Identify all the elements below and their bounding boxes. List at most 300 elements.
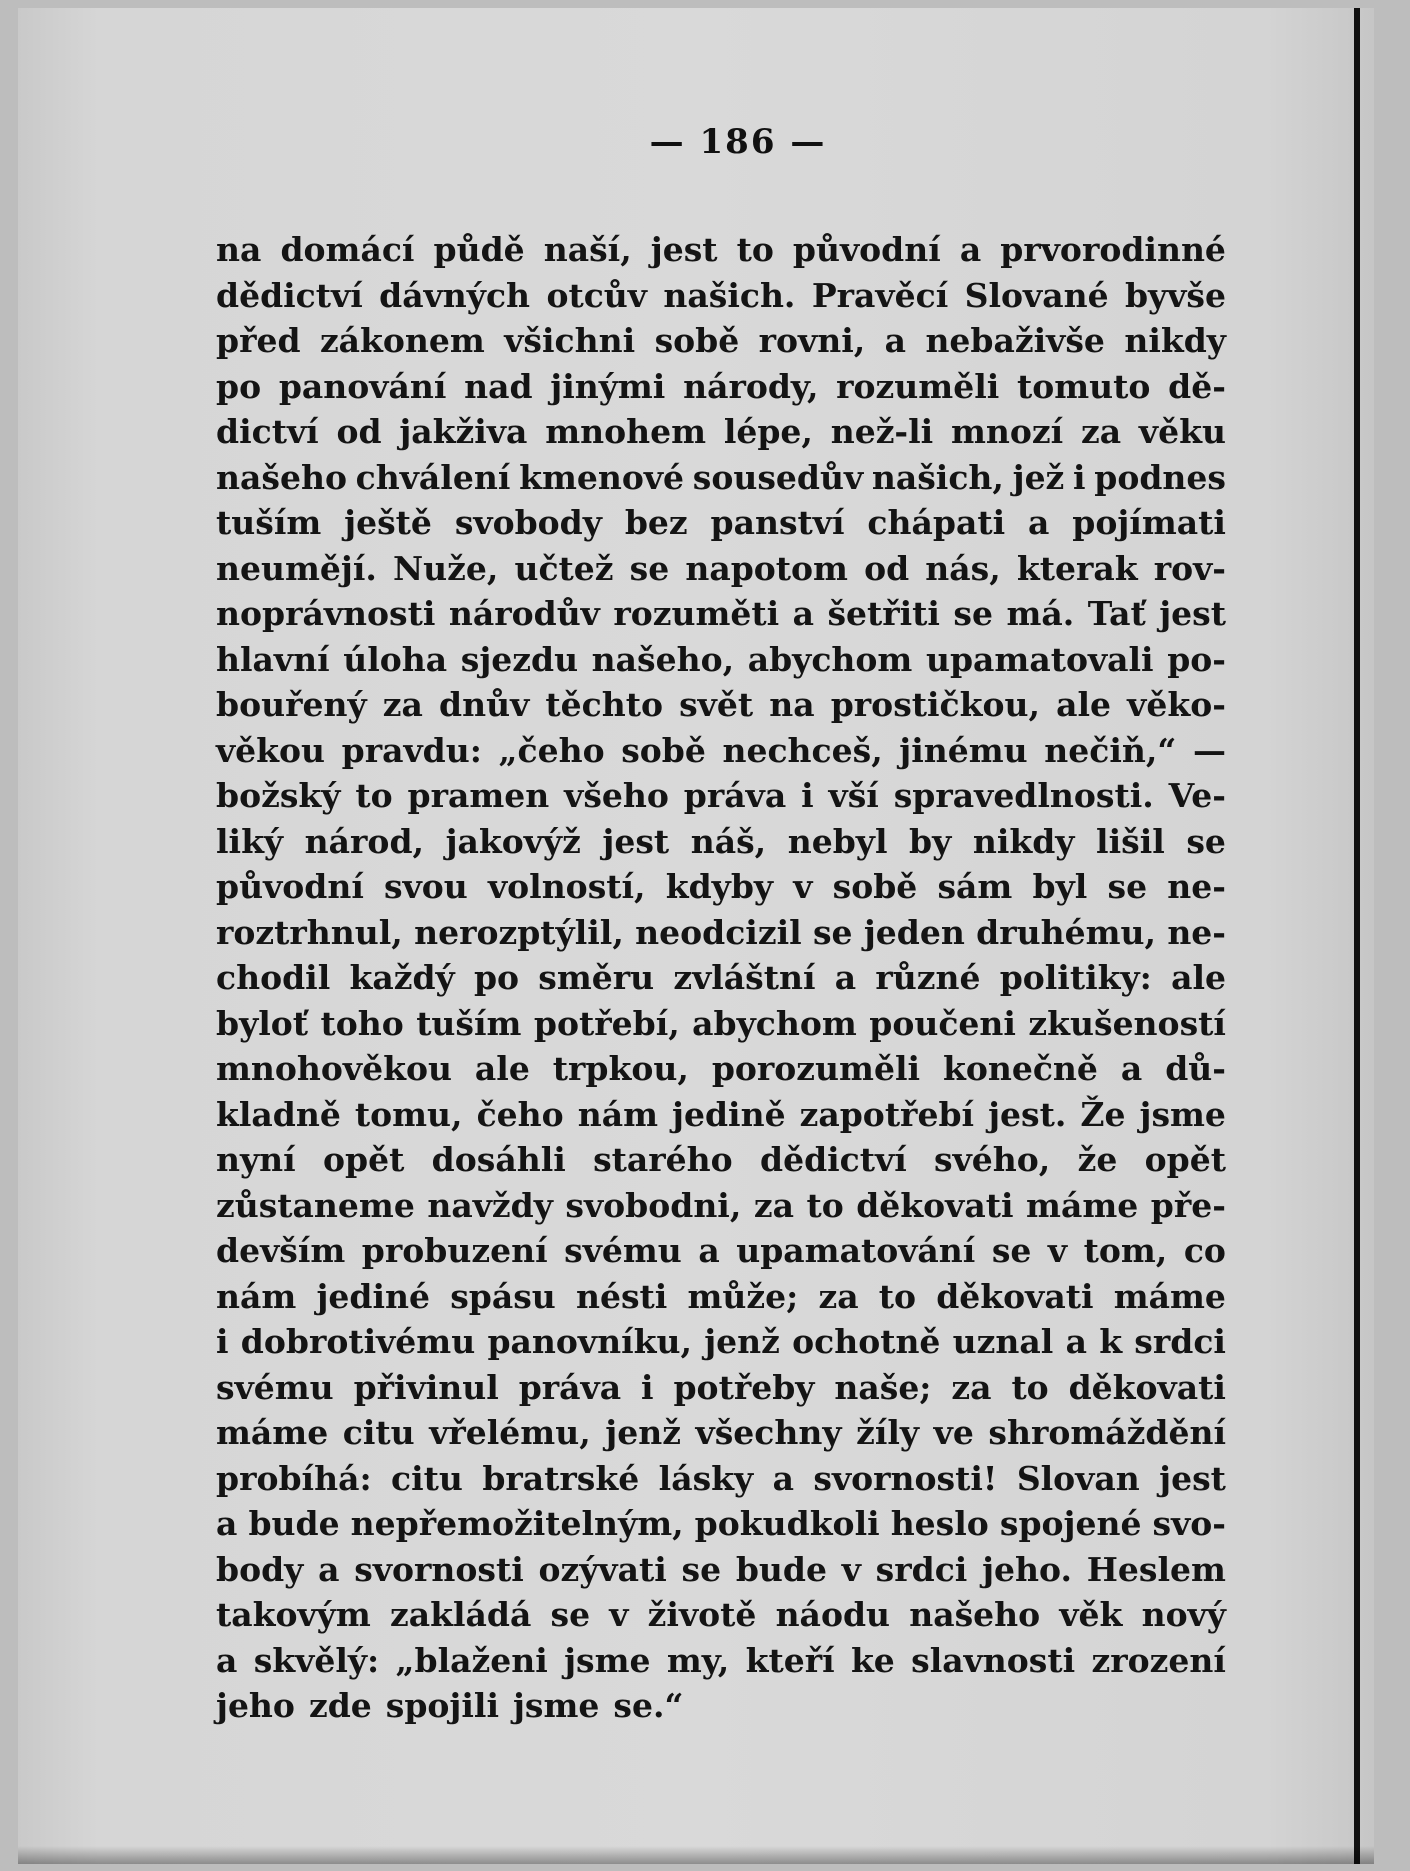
body-text	[216, 227, 1226, 1729]
word: byloť	[216, 1003, 309, 1043]
word: za	[818, 1276, 859, 1316]
word: sám	[937, 867, 1013, 906]
word: neodcizil	[635, 912, 802, 952]
word: nás,	[925, 548, 1001, 588]
word: nový	[1141, 1595, 1226, 1634]
word: dávných	[379, 275, 531, 315]
word: prvorodinné	[1000, 230, 1226, 269]
word: dosáhli	[431, 1140, 566, 1179]
text-line	[216, 773, 1226, 819]
word: toho	[320, 1003, 404, 1043]
text-line	[216, 318, 1226, 364]
text-line	[216, 1501, 1226, 1547]
word: co	[1183, 1231, 1226, 1270]
word: jenž	[605, 1413, 681, 1452]
word: ke	[850, 1640, 895, 1680]
word: všeho	[564, 776, 669, 815]
word: tuším	[216, 503, 322, 542]
word: zapotřebí	[799, 1094, 975, 1134]
word: svobodni,	[565, 1185, 742, 1225]
word: a	[318, 1549, 340, 1589]
word: od	[864, 548, 910, 588]
word: nad	[464, 366, 533, 406]
text-line	[216, 637, 1226, 683]
text-line	[216, 682, 1226, 728]
word: dů-	[1165, 1049, 1226, 1088]
word: mnohověkou	[216, 1049, 452, 1088]
text-line	[216, 500, 1226, 546]
word: ale	[474, 1049, 530, 1088]
word: kmenové	[519, 457, 685, 497]
text-line	[216, 1456, 1226, 1502]
word: za	[753, 1185, 794, 1225]
word: spojené	[999, 1504, 1142, 1543]
word: nésti	[575, 1276, 668, 1316]
word: jest	[1159, 594, 1226, 633]
word: že	[1077, 1140, 1118, 1179]
word: konečně	[942, 1049, 1098, 1088]
word: zrození	[1091, 1640, 1226, 1680]
word: nečiň,“	[1044, 730, 1177, 770]
word: probíhá:	[216, 1458, 372, 1498]
word: spravedlnosti.	[893, 776, 1154, 815]
text-line	[216, 1547, 1226, 1593]
word: Slované	[964, 275, 1109, 315]
word: mnohem	[545, 412, 707, 451]
word: Nuže,	[392, 548, 499, 588]
word: našich.	[663, 275, 796, 315]
word: k	[1099, 1322, 1123, 1361]
word: uznal	[952, 1322, 1054, 1361]
word: ve	[933, 1413, 974, 1452]
word: a	[216, 1504, 238, 1543]
word: práva	[518, 1367, 622, 1407]
word: se	[681, 1549, 722, 1589]
text-line	[216, 1092, 1226, 1138]
word: i	[801, 776, 814, 815]
book-spine-edge	[1354, 8, 1360, 1864]
word: chválení	[355, 457, 511, 497]
word: úloha	[343, 639, 448, 679]
word: srdci	[875, 1549, 968, 1589]
word: děkovati	[936, 1276, 1094, 1316]
text-line	[216, 1319, 1226, 1365]
word: a	[792, 594, 814, 633]
word: tom,	[1083, 1231, 1168, 1270]
word: má.	[1006, 594, 1075, 633]
word: sjezdu	[460, 639, 579, 679]
word: máme	[216, 1413, 329, 1452]
word: dědictví	[216, 275, 363, 315]
word: jinými	[550, 366, 666, 406]
word: lépe,	[723, 412, 813, 451]
word: shromáždění	[988, 1413, 1226, 1452]
text-line	[216, 819, 1226, 865]
word: zde	[308, 1686, 372, 1725]
word: učtež	[514, 548, 614, 588]
word: svobody	[454, 503, 602, 542]
word: v	[841, 1549, 861, 1589]
word: byvše	[1124, 275, 1226, 315]
word: božský	[216, 776, 341, 815]
word: upamatování	[736, 1231, 976, 1270]
word: věk	[1059, 1595, 1123, 1634]
word: svému	[216, 1367, 334, 1407]
scanned-page	[18, 8, 1374, 1864]
word: dnův	[439, 685, 530, 724]
word: našeho,	[591, 639, 735, 679]
word: po	[216, 366, 262, 406]
word: „blaženi	[395, 1640, 548, 1680]
word: a	[1028, 503, 1050, 542]
word: podnes	[1094, 457, 1226, 497]
word: tomu,	[354, 1094, 463, 1134]
word: bez	[624, 503, 688, 542]
word: zvláštní	[673, 958, 816, 997]
text-line	[216, 1683, 1226, 1729]
text-line	[216, 1137, 1226, 1183]
word: sobě	[654, 321, 740, 360]
word: děkovati	[1068, 1367, 1226, 1407]
word: otcův	[546, 275, 647, 315]
word: ozývati	[538, 1549, 667, 1589]
word: pře-	[1150, 1185, 1226, 1225]
word: bude	[735, 1549, 827, 1589]
word: naší,	[543, 230, 632, 269]
word: ale	[1056, 685, 1112, 724]
word: za	[951, 1367, 992, 1407]
word: a	[834, 958, 857, 997]
word: se	[812, 912, 853, 952]
word: v	[609, 1595, 629, 1634]
text-line	[216, 1410, 1226, 1456]
word: a	[959, 230, 982, 269]
word: svornosti	[354, 1549, 524, 1589]
word: se	[629, 548, 670, 588]
word: panování	[278, 366, 447, 406]
word: nám	[216, 1276, 297, 1316]
word: potřebí,	[533, 1003, 680, 1043]
word: chápati	[867, 503, 1006, 542]
word: i	[1073, 457, 1086, 497]
word: národy,	[683, 366, 819, 406]
word: i	[641, 1367, 654, 1407]
word: nám	[577, 1094, 658, 1134]
word: sousedův	[692, 457, 864, 497]
word: jsme	[512, 1686, 600, 1725]
word: abychom	[692, 1003, 857, 1043]
word: a	[698, 1231, 720, 1270]
word: původní	[792, 230, 941, 269]
word: pojímati	[1072, 503, 1226, 542]
word: sobě	[832, 867, 918, 906]
word: jeden	[863, 912, 965, 952]
text-line	[216, 1638, 1226, 1684]
word: porozuměli	[711, 1049, 921, 1088]
word: hlavní	[216, 639, 330, 679]
word: máme	[1113, 1276, 1226, 1316]
word: jakovýž	[445, 821, 581, 861]
word: svornosti!	[813, 1458, 998, 1498]
text-line	[216, 364, 1226, 410]
word: volností,	[487, 867, 646, 906]
word: svět	[679, 685, 754, 724]
word: Pravěcí	[811, 275, 949, 315]
word: skvělý:	[253, 1640, 380, 1680]
word: jsme	[564, 1640, 651, 1680]
word: původní	[216, 867, 364, 906]
text-line	[216, 1592, 1226, 1638]
word: národ,	[304, 821, 425, 861]
word: Ve-	[1168, 776, 1226, 815]
text-line	[216, 1001, 1226, 1047]
word: jinému	[899, 730, 1028, 770]
text-line	[216, 955, 1226, 1001]
word: body	[216, 1549, 304, 1589]
text-line	[216, 1046, 1226, 1092]
word: kladně	[216, 1094, 341, 1134]
word: trpkou,	[552, 1049, 689, 1088]
word: se	[953, 594, 993, 633]
word: takovým	[216, 1595, 371, 1634]
word: svo-	[1152, 1504, 1226, 1543]
word: prostičkou,	[830, 685, 1040, 724]
word: nebyl	[787, 821, 888, 861]
word: šetřiti	[827, 594, 940, 633]
word: náodu	[775, 1595, 891, 1634]
word: naše;	[834, 1367, 932, 1407]
word: věko-	[1127, 685, 1226, 724]
word: se	[550, 1595, 591, 1634]
word: opět	[323, 1140, 405, 1179]
word: pokudkoli	[694, 1504, 880, 1543]
word: panství	[710, 503, 845, 542]
word: bratrské	[482, 1458, 640, 1498]
word: jeho.	[982, 1549, 1072, 1589]
word: než-li	[830, 412, 934, 451]
word: srdci	[1134, 1322, 1226, 1361]
word: a	[1065, 1322, 1087, 1361]
word: po	[473, 958, 520, 997]
word: domácí	[280, 230, 415, 269]
word: nikdy	[972, 821, 1075, 861]
word: jsme	[1139, 1094, 1226, 1134]
word: jedině	[672, 1094, 786, 1134]
word: bude	[248, 1504, 340, 1543]
word: žíly	[856, 1413, 920, 1452]
word: ještě	[344, 503, 432, 542]
word: druhému,	[976, 912, 1156, 952]
word: každý	[349, 958, 455, 997]
word: abychom	[747, 639, 913, 679]
word: na	[769, 685, 815, 724]
word: to	[736, 230, 774, 269]
word: na	[216, 230, 262, 269]
text-line	[216, 273, 1226, 319]
word: se	[991, 1231, 1032, 1270]
word: našich,	[871, 457, 1004, 497]
word: panovníku,	[487, 1322, 692, 1361]
word: těchto	[545, 685, 663, 724]
word: půdě	[433, 230, 525, 269]
word: nyní	[216, 1140, 296, 1179]
word: jež	[1012, 457, 1065, 497]
word: děkovati	[856, 1185, 1014, 1225]
page-number: — 186 —	[649, 122, 827, 162]
text-line	[216, 1274, 1226, 1320]
word: vší	[828, 776, 879, 815]
text-line	[216, 546, 1226, 592]
text-line	[216, 1183, 1226, 1229]
word: opět	[1144, 1140, 1226, 1179]
word: to	[806, 1185, 844, 1225]
word: chodil	[216, 958, 331, 997]
word: nechceš,	[722, 730, 883, 770]
word: a	[1120, 1049, 1143, 1088]
word: spojili	[385, 1686, 499, 1725]
word: všichni	[504, 321, 636, 360]
text-line	[216, 864, 1226, 910]
word: svou	[384, 867, 468, 906]
word: nerozptýlil,	[414, 912, 624, 952]
word: po-	[1167, 639, 1226, 679]
word: „čeho	[498, 730, 605, 770]
word: to	[878, 1276, 917, 1316]
word: dědictví	[760, 1140, 907, 1179]
word: zákonem	[319, 321, 485, 360]
word: liký	[216, 821, 284, 861]
word: potřeby	[673, 1367, 815, 1407]
word: máme	[1026, 1185, 1139, 1225]
word: Že	[1080, 1094, 1126, 1134]
word: náš,	[690, 821, 767, 861]
word: se	[1186, 821, 1226, 861]
word: jeho	[216, 1686, 295, 1725]
word: ne-	[1167, 912, 1226, 952]
word: devším	[216, 1231, 346, 1270]
word: jest	[650, 230, 718, 269]
word: lásky	[658, 1458, 754, 1498]
word: pravdu:	[341, 730, 482, 770]
word: od	[336, 412, 382, 451]
word: byl	[1032, 867, 1088, 906]
word: jediné	[316, 1276, 431, 1316]
word: spásu	[450, 1276, 556, 1316]
word: práva	[683, 776, 787, 815]
page-bottom-shadow	[18, 1846, 1374, 1864]
word: za	[1081, 412, 1122, 451]
word: Heslem	[1086, 1549, 1226, 1589]
word: věkou	[216, 730, 326, 770]
word: se.“	[613, 1686, 684, 1725]
word: —	[1192, 730, 1226, 770]
word: v	[1047, 1231, 1068, 1270]
text-line	[216, 728, 1226, 774]
word: kterak	[1016, 548, 1138, 588]
word: jest	[1159, 1458, 1226, 1498]
word: ne-	[1167, 867, 1226, 906]
word: my,	[666, 1640, 730, 1680]
word: kdyby	[665, 867, 774, 906]
word: směru	[538, 958, 655, 997]
word: slavnosti	[911, 1640, 1076, 1680]
word: heslo	[890, 1504, 989, 1543]
word: lišil	[1096, 821, 1165, 861]
word: národův	[448, 594, 600, 633]
word: navždy	[427, 1185, 553, 1225]
text-line	[216, 591, 1226, 637]
word: pramen	[407, 776, 550, 815]
word: napotom	[685, 548, 848, 588]
word: starého	[593, 1140, 733, 1179]
word: všechny	[695, 1413, 842, 1452]
word: zůstaneme	[216, 1185, 415, 1225]
word: a	[772, 1458, 794, 1498]
word: čeho	[476, 1094, 564, 1134]
word: mnozí	[951, 412, 1064, 451]
word: za	[382, 685, 423, 724]
word: rov-	[1153, 548, 1226, 588]
word: by	[909, 821, 952, 861]
word: rozuměti	[613, 594, 780, 633]
word: neumějí.	[216, 548, 377, 588]
word: věku	[1138, 412, 1226, 451]
text-line	[216, 1365, 1226, 1411]
word: přivinul	[353, 1367, 499, 1407]
word: jenž	[704, 1322, 780, 1361]
word: našeho	[216, 457, 347, 497]
word: životě	[647, 1595, 757, 1634]
word: citu	[342, 1413, 415, 1452]
word: a	[884, 321, 907, 360]
word: vřelému,	[429, 1413, 591, 1452]
word: Slovan	[1016, 1458, 1140, 1498]
word: zkušeností	[1028, 1003, 1226, 1043]
word: rozuměli	[836, 366, 1000, 406]
word: ale	[1171, 958, 1226, 997]
word: to	[355, 776, 393, 815]
word: roztrhnul,	[216, 912, 403, 952]
word: citu	[391, 1458, 463, 1498]
word: jest.	[988, 1094, 1067, 1134]
word: ochotně	[792, 1322, 941, 1361]
word: našeho	[909, 1595, 1041, 1634]
word: to	[1011, 1367, 1049, 1407]
word: nebaživše	[925, 321, 1105, 360]
text-line	[216, 409, 1226, 455]
word: může;	[687, 1276, 799, 1316]
word: a	[216, 1640, 238, 1680]
word: před	[216, 321, 301, 360]
text-line	[216, 1228, 1226, 1274]
word: dobrotivému	[240, 1322, 476, 1361]
word: bouřený	[216, 685, 367, 724]
word: dictví	[216, 412, 319, 451]
word: svému	[564, 1231, 682, 1270]
word: kteří	[745, 1640, 835, 1680]
word: různé	[875, 958, 981, 997]
word: v	[793, 867, 813, 906]
word: i	[216, 1322, 229, 1361]
word: poučeni	[869, 1003, 1016, 1043]
word: zakládá	[389, 1595, 532, 1634]
word: jakživa	[399, 412, 528, 451]
word: probuzení	[361, 1231, 548, 1270]
text-line	[216, 227, 1226, 273]
word: se	[1107, 867, 1148, 906]
word: politiky:	[999, 958, 1152, 997]
word: sobě	[621, 730, 706, 770]
